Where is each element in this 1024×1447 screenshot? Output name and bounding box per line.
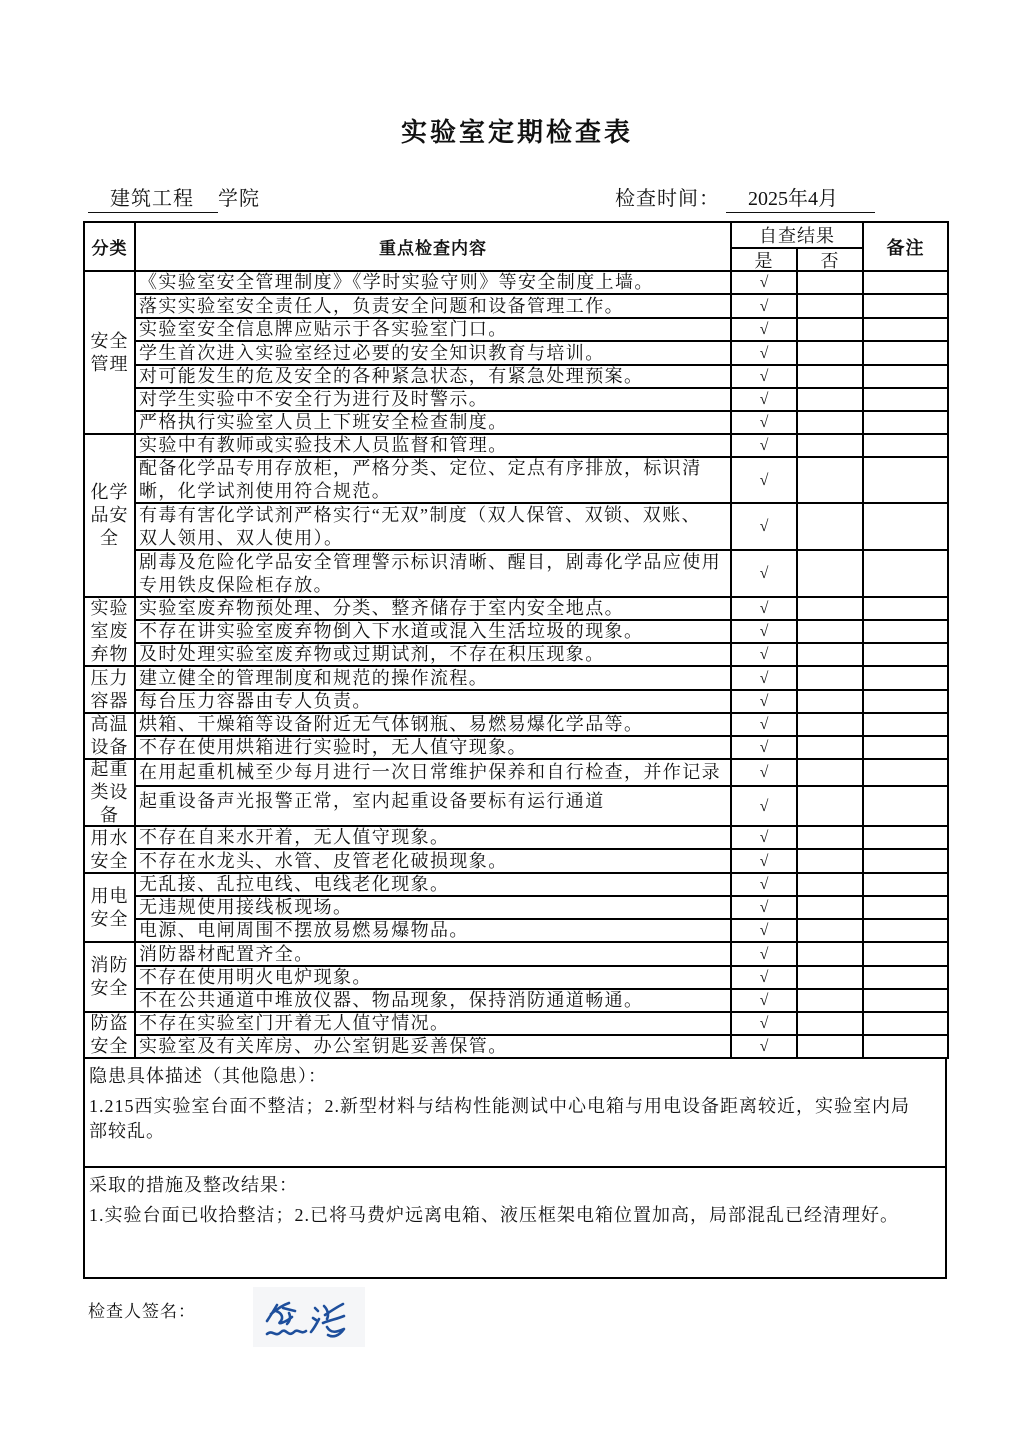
yes-cell	[731, 643, 797, 666]
category-block	[85, 667, 134, 712]
item-content-cell	[135, 365, 731, 388]
yes-check-mark: √	[759, 764, 769, 781]
category-block	[85, 435, 134, 596]
date-value: 2025年4月	[726, 186, 875, 213]
check-row	[84, 690, 948, 713]
check-row	[84, 713, 948, 736]
yes-cell	[731, 457, 797, 503]
header-category-cell	[84, 222, 135, 271]
category-block	[85, 874, 134, 941]
notes-cell	[863, 690, 948, 713]
signature-stroke	[315, 1308, 318, 1311]
header-no-cell	[797, 248, 863, 271]
checklist-table	[83, 221, 949, 1059]
item-text: 在用起重机械至少每月进行一次日常维护保养和自行检查，并作记录	[139, 762, 721, 782]
yes-cell	[731, 620, 797, 643]
category-block	[85, 1013, 134, 1057]
no-cell	[797, 989, 863, 1012]
category-label: 安全管理	[90, 330, 129, 374]
item-content-cell	[135, 550, 731, 597]
signature-stroke	[267, 1331, 306, 1334]
item-content-cell	[135, 411, 731, 434]
item-text: 无乱接、乱拉电线、电线老化现象。	[139, 874, 450, 894]
no-cell	[797, 966, 863, 989]
check-row	[84, 597, 948, 620]
category-cell	[84, 271, 135, 434]
item-content-cell	[135, 713, 731, 736]
yes-cell	[731, 989, 797, 1012]
yes-cell	[731, 713, 797, 736]
item-content-cell	[135, 736, 731, 759]
notes-cell	[863, 666, 948, 690]
item-text: 不存在水龙头、水管、皮管老化破损现象。	[139, 850, 508, 871]
item-text: 实验室及有关库房、办公室钥匙妥善保管。	[139, 1036, 508, 1056]
item-content-cell	[135, 919, 731, 942]
notes-cell	[863, 989, 948, 1012]
notes-cell	[863, 873, 948, 896]
header-row	[84, 222, 948, 248]
notes-cell	[863, 318, 948, 341]
yes-cell	[731, 271, 797, 294]
no-cell	[797, 873, 863, 896]
hazards-section	[83, 1059, 947, 1168]
measures-text: 1.实验台面已收拾整洁；2.已将马费炉远离电箱、液压框架电箱位置加高，局部混乱已经清理好。	[89, 1205, 899, 1225]
notes-cell	[863, 411, 948, 434]
check-row	[84, 896, 948, 919]
item-text: 严格执行实验室人员上下班安全检查制度。	[139, 412, 508, 432]
item-text: 消防器材配置齐全。	[139, 943, 314, 964]
notes-cell	[863, 643, 948, 666]
signature-stroke	[283, 1308, 295, 1311]
date-label: 检查时间：	[615, 188, 720, 210]
notes-cell	[863, 919, 948, 942]
inspection-sheet	[83, 221, 947, 1279]
notes-cell	[863, 550, 948, 597]
item-text: 不存在自来水开着，无人值守现象。	[139, 827, 450, 847]
item-content-cell	[135, 620, 731, 643]
notes-cell	[863, 1035, 948, 1058]
yes-cell	[731, 736, 797, 759]
notes-cell	[863, 759, 948, 786]
item-content-cell	[135, 503, 731, 550]
item-text: 不存在实验室门开着无人值守情况。	[139, 1013, 450, 1033]
yes-check-mark: √	[759, 797, 769, 815]
yes-cell	[731, 365, 797, 388]
check-row	[84, 1012, 948, 1035]
yes-check-mark: √	[759, 414, 769, 431]
yes-check-mark: √	[759, 368, 769, 385]
yes-cell	[731, 318, 797, 341]
signature-stroke	[311, 1319, 319, 1332]
college-name: 建筑工程	[88, 186, 218, 213]
category-label: 用电安全	[90, 885, 129, 929]
check-row	[84, 736, 948, 759]
header-no: 否	[820, 250, 840, 270]
check-row	[84, 1035, 948, 1058]
check-row	[84, 966, 948, 989]
yes-cell	[731, 759, 797, 786]
check-row	[84, 503, 948, 550]
item-content-cell	[135, 759, 731, 786]
no-cell	[797, 271, 863, 294]
yes-cell	[731, 597, 797, 620]
no-cell	[797, 786, 863, 826]
category-label: 高温设备	[90, 714, 129, 757]
no-cell	[797, 759, 863, 786]
item-content-cell	[135, 989, 731, 1012]
notes-cell	[863, 597, 948, 620]
college-suffix: 学院	[218, 188, 260, 210]
item-content-cell	[135, 690, 731, 713]
no-cell	[797, 896, 863, 919]
header-yes: 是	[754, 250, 774, 270]
item-content-cell	[135, 341, 731, 365]
notes-cell	[863, 434, 948, 457]
item-content-cell	[135, 942, 731, 966]
item-content-cell	[135, 271, 731, 294]
notes-cell	[863, 826, 948, 849]
yes-cell	[731, 1012, 797, 1035]
item-text: 及时处理实验室废弃物或过期试剂，不存在积压现象。	[139, 644, 605, 664]
item-text: 对学生实验中不安全行为进行及时警示。	[139, 389, 489, 409]
check-row	[84, 942, 948, 966]
category-block	[85, 714, 134, 758]
yes-cell	[731, 966, 797, 989]
item-text: 剧毒及危险化学品安全管理警示标识清晰、醒目，剧毒化学品应使用 专用铁皮保险柜存放。	[139, 551, 721, 595]
header-result-group: 自查结果	[759, 226, 835, 246]
check-row	[84, 759, 948, 786]
check-row	[84, 550, 948, 597]
category-cell	[84, 713, 135, 759]
check-row	[84, 849, 948, 873]
college-field	[88, 186, 260, 213]
category-cell	[84, 942, 135, 1012]
no-cell	[797, 457, 863, 503]
yes-cell	[731, 849, 797, 873]
category-cell	[84, 434, 135, 597]
yes-cell	[731, 873, 797, 896]
yes-check-mark: √	[759, 852, 769, 870]
item-content-cell	[135, 786, 731, 826]
yes-cell	[731, 411, 797, 434]
notes-cell	[863, 1012, 948, 1035]
notes-cell	[863, 736, 948, 759]
yes-cell	[731, 896, 797, 919]
yes-cell	[731, 341, 797, 365]
inspection-date-field	[615, 186, 875, 213]
handwritten-signature	[253, 1287, 365, 1347]
no-cell	[797, 919, 863, 942]
item-text: 电源、电闸周围不摆放易燃易爆物品。	[139, 920, 469, 940]
no-cell	[797, 942, 863, 966]
measures-label: 采取的措施及整改结果：	[89, 1175, 298, 1195]
item-text: 每台压力容器由专人负责。	[139, 691, 372, 711]
item-content-cell	[135, 643, 731, 666]
yes-check-mark: √	[759, 992, 769, 1009]
yes-cell	[731, 666, 797, 690]
item-text: 实验室废弃物预处理、分类、整齐储存于室内安全地点。	[139, 598, 624, 618]
yes-cell	[731, 503, 797, 550]
no-cell	[797, 318, 863, 341]
item-content-cell	[135, 294, 731, 318]
notes-cell	[863, 457, 948, 503]
item-text: 配备化学品专用存放柜，严格分类、定位、定点有序排放，标识清 晰，化学试剂使用符合规范。	[139, 458, 702, 501]
yes-check-mark: √	[759, 829, 769, 846]
category-cell	[84, 826, 135, 873]
check-row	[84, 388, 948, 411]
category-label: 起重类设备	[90, 760, 129, 825]
item-text: 不存在使用烘箱进行实验时，无人值守现象。	[139, 737, 527, 757]
no-cell	[797, 341, 863, 365]
item-text: 有毒有害化学试剂严格实行“无双”制度（双人保管、双锁、双账、 双人领用、双人使用）。	[139, 504, 701, 548]
notes-cell	[863, 849, 948, 873]
yes-check-mark: √	[759, 899, 769, 916]
yes-cell	[731, 550, 797, 597]
no-cell	[797, 849, 863, 873]
category-cell	[84, 873, 135, 942]
item-content-cell	[135, 1012, 731, 1035]
no-cell	[797, 550, 863, 597]
notes-cell	[863, 620, 948, 643]
no-cell	[797, 503, 863, 550]
item-content-cell	[135, 457, 731, 503]
header-category: 分类	[91, 239, 128, 258]
item-content-cell	[135, 849, 731, 873]
yes-cell	[731, 919, 797, 942]
item-content-cell	[135, 434, 731, 457]
yes-check-mark: √	[759, 693, 769, 710]
item-text: 《实验室安全管理制度》《学时实验守则》等安全制度上墙。	[139, 272, 654, 292]
category-block	[85, 760, 134, 825]
category-label: 防盗安全	[90, 1013, 129, 1056]
no-cell	[797, 666, 863, 690]
category-cell	[84, 666, 135, 713]
yes-check-mark: √	[759, 876, 769, 893]
yes-check-mark: √	[759, 1038, 769, 1055]
no-cell	[797, 365, 863, 388]
check-row	[84, 786, 948, 826]
measures-section	[83, 1168, 947, 1279]
item-content-cell	[135, 896, 731, 919]
check-row	[84, 365, 948, 388]
item-text: 学生首次进入实验室经过必要的安全知识教育与培训。	[139, 342, 605, 363]
check-row	[84, 294, 948, 318]
item-content-cell	[135, 388, 731, 411]
category-label: 消防安全	[90, 955, 129, 998]
check-row	[84, 271, 948, 294]
yes-cell	[731, 690, 797, 713]
notes-cell	[863, 786, 948, 826]
category-block	[85, 598, 134, 665]
header-content: 重点检查内容	[379, 239, 487, 258]
item-text: 不存在使用明火电炉现象。	[139, 967, 372, 987]
yes-cell	[731, 942, 797, 966]
item-content-cell	[135, 966, 731, 989]
item-text: 落实实验室安全责任人，负责安全问题和设备管理工作。	[139, 295, 624, 316]
no-cell	[797, 620, 863, 643]
yes-check-mark: √	[759, 922, 769, 939]
check-row	[84, 620, 948, 643]
signature-stroke	[313, 1318, 316, 1320]
check-row	[84, 411, 948, 434]
yes-check-mark: √	[759, 391, 769, 408]
notes-cell	[863, 966, 948, 989]
category-block	[85, 827, 134, 872]
hazards-label: 隐患具体描述（其他隐患）：	[89, 1066, 327, 1086]
header-yes-cell	[731, 248, 797, 271]
no-cell	[797, 434, 863, 457]
yes-check-mark: √	[759, 565, 769, 582]
notes-cell	[863, 942, 948, 966]
yes-check-mark: √	[759, 739, 769, 756]
category-cell	[84, 597, 135, 666]
notes-cell	[863, 294, 948, 318]
signature-image	[253, 1287, 365, 1347]
check-row	[84, 919, 948, 942]
yes-cell	[731, 826, 797, 849]
yes-check-mark: √	[759, 969, 769, 986]
check-row	[84, 989, 948, 1012]
yes-cell	[731, 294, 797, 318]
check-row	[84, 434, 948, 457]
signature-label: 检查人签名：	[88, 1302, 196, 1321]
check-row	[84, 826, 948, 849]
yes-check-mark: √	[759, 623, 769, 640]
yes-check-mark: √	[759, 600, 769, 617]
item-text: 不在公共通道中堆放仪器、物品现象，保持消防通道畅通。	[139, 990, 644, 1010]
yes-check-mark: √	[759, 646, 769, 663]
yes-check-mark: √	[759, 437, 769, 454]
header-content-cell	[135, 222, 731, 271]
no-cell	[797, 411, 863, 434]
yes-check-mark: √	[759, 716, 769, 733]
header-notes: 备注	[886, 237, 925, 258]
notes-cell	[863, 365, 948, 388]
category-block	[85, 943, 134, 1011]
item-content-cell	[135, 1035, 731, 1058]
yes-check-mark: √	[759, 297, 769, 315]
yes-cell	[731, 786, 797, 826]
category-cell	[84, 759, 135, 826]
check-row	[84, 666, 948, 690]
yes-check-mark: √	[759, 471, 769, 489]
header-notes-cell	[863, 222, 948, 271]
yes-check-mark: √	[759, 274, 769, 291]
hazards-text: 1.215西实验室台面不整洁；2.新型材料与结构性能测试中心电箱与用电设备距离较近，实验室内局 部较乱。	[89, 1096, 910, 1141]
no-cell	[797, 1035, 863, 1058]
notes-cell	[863, 896, 948, 919]
yes-check-mark: √	[759, 321, 769, 338]
item-text: 烘箱、干燥箱等设备附近无气体钢瓶、易燃易爆化学品等。	[139, 714, 644, 734]
category-block	[85, 272, 134, 433]
item-text: 建立健全的管理制度和规范的操作流程。	[139, 667, 489, 688]
item-text: 不存在讲实验室废弃物倒入下水道或混入生活垃圾的现象。	[139, 621, 644, 641]
notes-cell	[863, 341, 948, 365]
no-cell	[797, 294, 863, 318]
no-cell	[797, 1012, 863, 1035]
yes-check-mark: √	[759, 344, 769, 362]
category-label: 实验室废弃物	[90, 598, 129, 664]
yes-cell	[731, 434, 797, 457]
yes-check-mark: √	[759, 1015, 769, 1032]
item-content-cell	[135, 873, 731, 896]
signature-stroke	[327, 1327, 344, 1336]
item-content-cell	[135, 318, 731, 341]
no-cell	[797, 690, 863, 713]
check-row	[84, 873, 948, 896]
category-label: 用水安全	[90, 827, 129, 871]
yes-check-mark: √	[759, 669, 769, 687]
no-cell	[797, 736, 863, 759]
no-cell	[797, 826, 863, 849]
category-cell	[84, 1012, 135, 1058]
form-title: 实验室定期检查表	[400, 118, 633, 147]
no-cell	[797, 643, 863, 666]
category-label: 化学品安全	[90, 482, 129, 548]
yes-check-mark: √	[759, 518, 769, 535]
yes-cell	[731, 1035, 797, 1058]
item-content-cell	[135, 666, 731, 690]
item-text: 对可能发生的危及安全的各种紧急状态，有紧急处理预案。	[139, 366, 644, 386]
item-content-cell	[135, 597, 731, 620]
check-row	[84, 341, 948, 365]
yes-cell	[731, 388, 797, 411]
notes-cell	[863, 713, 948, 736]
category-label: 压力容器	[90, 667, 129, 711]
no-cell	[797, 388, 863, 411]
notes-cell	[863, 388, 948, 411]
no-cell	[797, 713, 863, 736]
item-text: 起重设备声光报警正常，室内起重设备要标有运行通道	[139, 791, 605, 811]
item-text: 无违规使用接线板现场。	[139, 897, 353, 917]
check-row	[84, 318, 948, 341]
check-row	[84, 643, 948, 666]
item-text: 实验室安全信息牌应贴示于各实验室门口。	[139, 319, 508, 339]
notes-cell	[863, 503, 948, 550]
header-result-cell	[731, 222, 863, 248]
item-text: 实验中有教师或实验技术人员监督和管理。	[139, 435, 508, 455]
yes-check-mark: √	[759, 945, 769, 963]
no-cell	[797, 597, 863, 620]
check-row	[84, 457, 948, 503]
notes-cell	[863, 271, 948, 294]
item-content-cell	[135, 826, 731, 849]
